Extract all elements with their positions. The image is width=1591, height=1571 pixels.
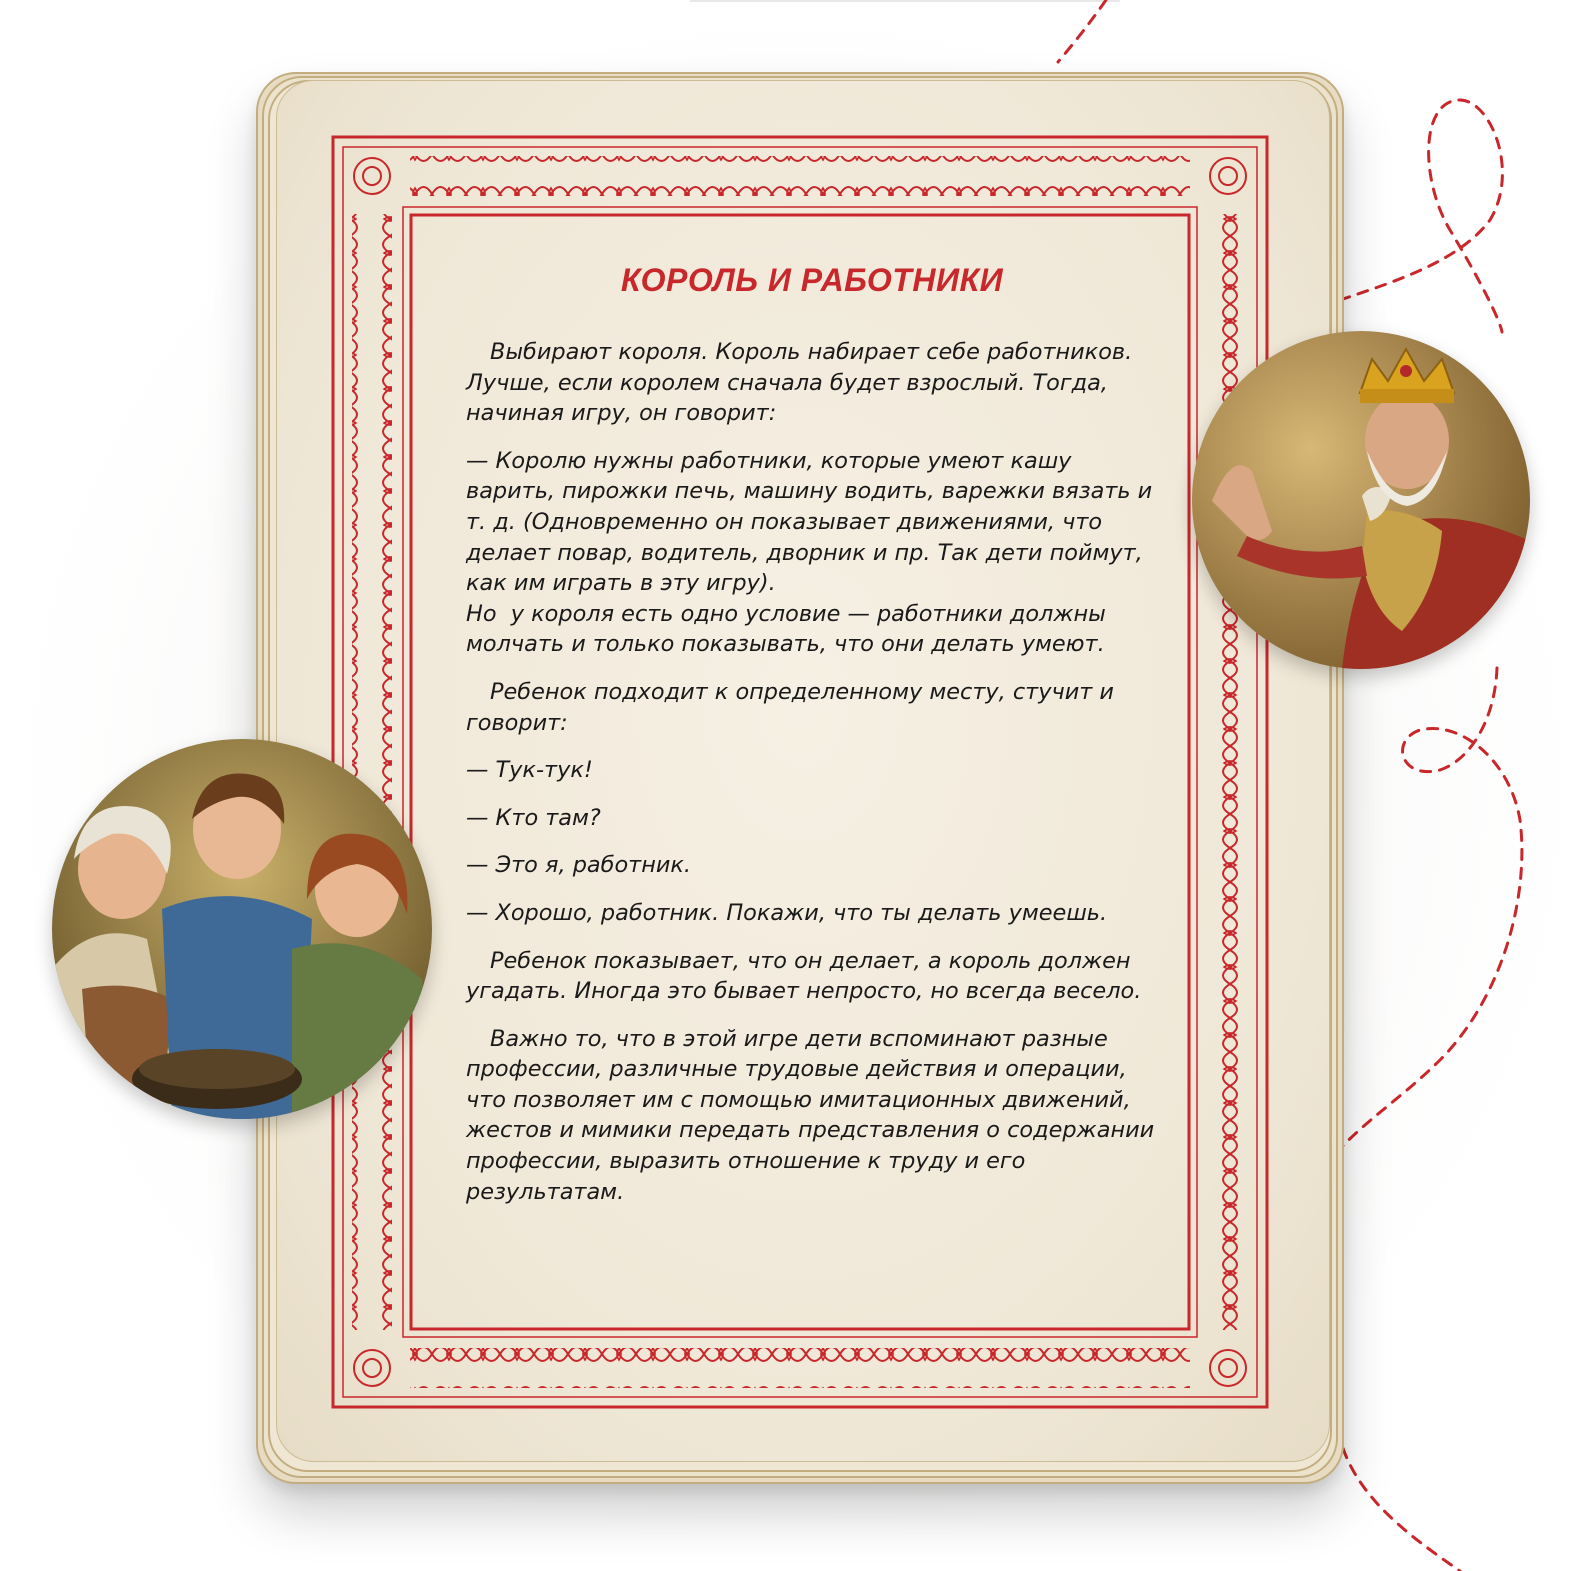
card-title: КОРОЛЬ И РАБОТНИКИ (620, 262, 1004, 298)
dialogue-line: — Хорошо, работник. Покажи, что ты делать умеешь. (466, 899, 1108, 926)
paragraph-child-approach: Ребенок подходит к определенному месту, стучит и говорит: (466, 678, 1122, 736)
paragraph-guessing: Ребенок показывает, что он делает, а король должен угадать. Иногда это бывает непросто, но всегда весело. (466, 947, 1142, 1005)
paragraph-importance: Важно то, что в этой игре дети вспоминают разные профессии, различные трудовые действия и операции, что позволяет им с помощью имитационных движений, жестов и мимики передать представления о содержании профессии, выразить отношение к труду и его результатам. (466, 1025, 1162, 1205)
paragraph-king-speech: — Королю нужны работники, которые умеют кашу варить, пирожки печь, машину водить, варежки вязать и т. д. (Одновременно он показывает движениями, что делает повар, водитель, дворник и пр. Так дети поймут, как им играть в эту игру). Но у короля есть одно условие — работники должны молчать и только показывать, что они делать умеют. (466, 447, 1153, 658)
dialogue-line: — Тук-тук! (466, 757, 593, 784)
dialogue-line: — Это я, работник. (466, 852, 692, 879)
dialogue-line: — Кто там? (466, 804, 601, 831)
card-content (466, 262, 1166, 1221)
paragraph-intro: Выбирают короля. Король набирает себе работников. Лучше, если королем сначала будет взрослый. Тогда, начиная игру, он говорит: (466, 339, 1140, 427)
king-portrait-image (1192, 331, 1530, 669)
children-portrait-image (52, 739, 432, 1119)
